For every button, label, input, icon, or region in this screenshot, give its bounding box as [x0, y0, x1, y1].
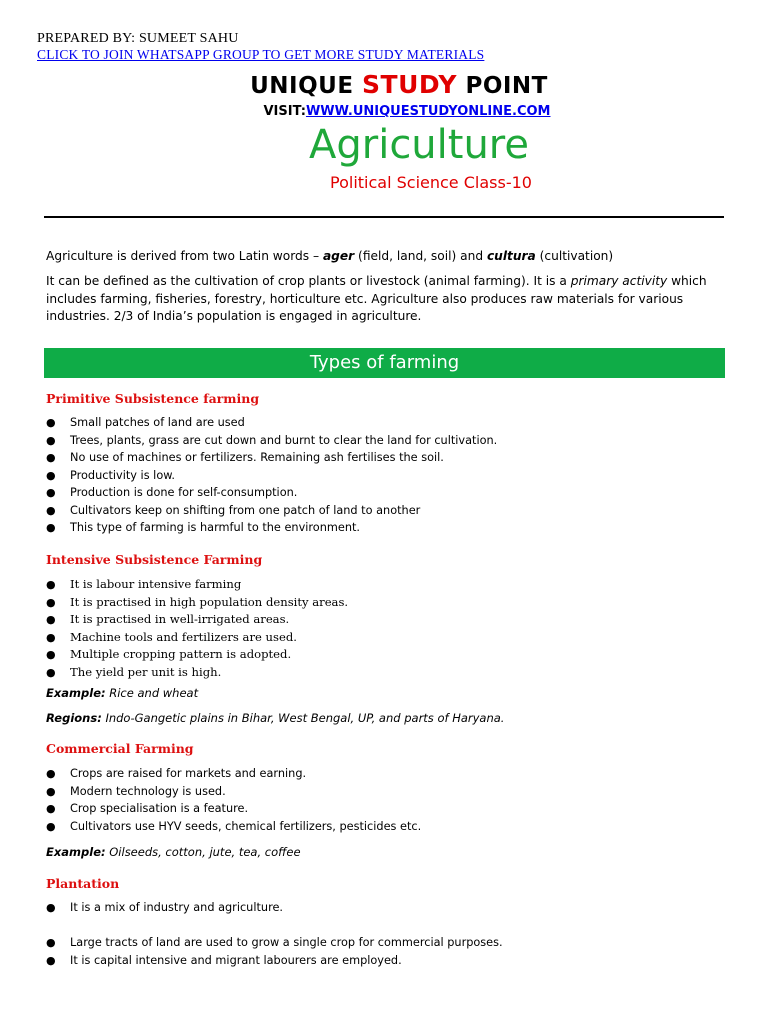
term-primary-activity: primary activity: [570, 274, 668, 288]
list-item: [44, 484, 497, 502]
heading-commercial-farming: Commercial Farming: [46, 741, 194, 756]
commercial-example: [46, 845, 301, 859]
list-item-text: No use of machines or fertilizers. Remaining ash fertilises the soil.: [70, 451, 444, 464]
bullet-icon: ●: [46, 416, 56, 429]
list-item: [44, 765, 421, 783]
term-ager: ager: [322, 249, 355, 263]
bullet-icon: ●: [46, 613, 56, 626]
heading-primitive-subsistence: Primitive Subsistence farming: [46, 391, 260, 406]
list-item: [44, 467, 497, 485]
list-item-text: It is labour intensive farming: [70, 577, 242, 591]
bullet-icon: ●: [46, 578, 56, 591]
bullet-icon: ●: [46, 936, 56, 949]
brand-study: STUDY: [362, 70, 457, 99]
list-item: [44, 414, 497, 432]
list-commercial: [44, 765, 421, 835]
list-item-text: It is a mix of industry and agriculture.: [70, 901, 284, 914]
list-item-text: It is practised in well-irrigated areas.: [70, 612, 290, 626]
list-item: [44, 629, 348, 647]
list-item-text: This type of farming is harmful to the environment.: [70, 521, 361, 534]
brand-unique: UNIQUE: [250, 73, 363, 99]
list-item-text: Productivity is low.: [70, 468, 176, 482]
list-item: [44, 449, 497, 467]
intro-paragraph-1: [46, 248, 736, 266]
example-text: Rice and wheat: [105, 686, 199, 700]
regions-label: Regions:: [46, 711, 102, 725]
list-item-text: Modern technology is used.: [70, 784, 226, 798]
whatsapp-join-link[interactable]: CLICK TO JOIN WHATSAPP GROUP TO GET MORE STUDY MATERIALS: [37, 47, 485, 62]
list-item-text: Multiple cropping pattern is adopted.: [70, 647, 292, 661]
example-text: Oilseeds, cotton, jute, tea, coffee: [105, 845, 301, 859]
intro-text: (field, land, soil) and: [354, 249, 487, 263]
intro-paragraph-2: [46, 273, 736, 326]
visit-label: VISIT:: [263, 104, 306, 119]
page-title: Agriculture: [309, 122, 529, 168]
list-item-text: Crops are raised for markets and earning.: [70, 767, 307, 780]
list-item-text: Large tracts of land are used to grow a single crop for commercial purposes.: [70, 936, 503, 949]
list-item: [44, 502, 497, 520]
list-item-text: It is capital intensive and migrant labourers are employed.: [70, 953, 402, 967]
brand-point: POINT: [456, 73, 548, 99]
example-label: Example:: [46, 686, 106, 700]
bullet-icon: ●: [46, 433, 56, 447]
title-divider: [44, 216, 724, 218]
list-item: [44, 576, 348, 594]
website-link[interactable]: WWW.UNIQUESTUDYONLINE.COM: [305, 104, 551, 119]
list-item: [44, 800, 421, 818]
bullet-icon: ●: [46, 595, 56, 609]
list-primitive: [44, 414, 497, 537]
heading-plantation: Plantation: [46, 876, 120, 891]
bullet-icon: ●: [46, 468, 56, 482]
section-band-types-of-farming: Types of farming: [44, 348, 725, 378]
heading-intensive-subsistence: Intensive Subsistence Farming: [46, 552, 263, 567]
intro-text: Agriculture is derived from two Latin words –: [46, 249, 323, 263]
list-item-text: Production is done for self-consumption.: [70, 486, 298, 499]
list-item: [44, 611, 348, 629]
example-label: Example:: [46, 845, 106, 859]
list-item-text: Small patches of land are used: [70, 416, 245, 429]
list-item-text: It is practised in high population density areas.: [70, 594, 349, 609]
list-intensive: [44, 576, 348, 681]
list-item: [44, 432, 497, 450]
list-plantation-1: [44, 899, 283, 917]
list-item-text: Trees, plants, grass are cut down and burnt to clear the land for cultivation.: [70, 433, 498, 447]
bullet-icon: ●: [46, 630, 56, 644]
bullet-icon: ●: [46, 648, 56, 661]
bullet-icon: ●: [46, 486, 56, 499]
brand-title: [0, 70, 768, 99]
list-item: [44, 899, 283, 917]
list-item-text: Machine tools and fertilizers are used.: [70, 629, 297, 644]
list-item: [44, 934, 503, 952]
bullet-icon: ●: [46, 665, 56, 679]
list-item-text: The yield per unit is high.: [70, 664, 222, 679]
list-item: [44, 952, 503, 970]
list-item: [44, 594, 348, 612]
intro-text: It can be defined as the cultivation of crop plants or livestock (animal farming). It is a: [46, 274, 571, 288]
intro-text: which includes farming, fisheries, forestry, horticulture etc. Agriculture also produces raw materials for various industries. 2/3 of India’s population is engaged in agriculture.: [46, 274, 707, 323]
list-item: [44, 664, 348, 682]
visit-line: [0, 104, 768, 119]
list-item-text: Cultivators use HYV seeds, chemical fertilizers, pesticides etc.: [70, 819, 422, 833]
intensive-example: [46, 686, 198, 700]
list-item: [44, 783, 421, 801]
page-subtitle: Political Science Class-10: [330, 173, 532, 192]
bullet-icon: ●: [46, 953, 56, 967]
list-plantation-2: [44, 934, 503, 969]
list-item: [44, 646, 348, 664]
bullet-icon: ●: [46, 802, 56, 815]
bullet-icon: ●: [46, 503, 56, 517]
bullet-icon: ●: [46, 784, 56, 798]
prepared-by: PREPARED BY: SUMEET SAHU: [37, 31, 239, 46]
intro-text: (cultivation): [535, 249, 614, 263]
list-item: [44, 519, 497, 537]
bullet-icon: ●: [46, 767, 56, 780]
bullet-icon: ●: [46, 819, 56, 833]
list-item-text: Cultivators keep on shifting from one patch of land to another: [70, 503, 421, 517]
regions-text: Indo-Gangetic plains in Bihar, West Bengal, UP, and parts of Haryana.: [101, 711, 505, 725]
bullet-icon: ●: [46, 521, 56, 534]
list-item-text: Crop specialisation is a feature.: [70, 802, 249, 815]
term-cultura: cultura: [486, 249, 536, 263]
bullet-icon: ●: [46, 451, 56, 464]
bullet-icon: ●: [46, 901, 56, 914]
intensive-regions: [46, 711, 504, 725]
list-item: [44, 818, 421, 836]
